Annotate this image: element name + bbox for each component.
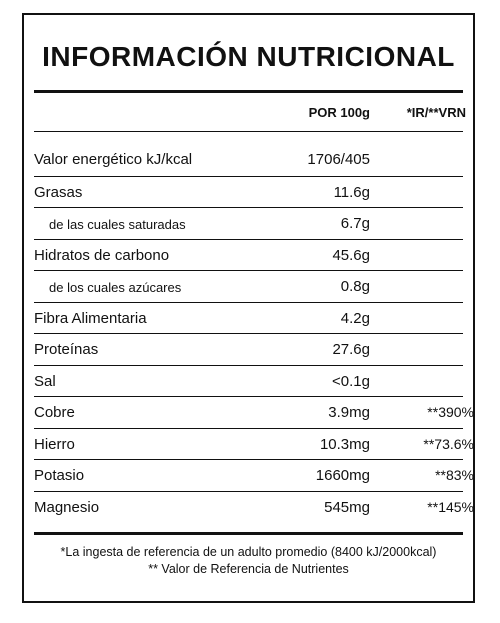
nutrient-row-saturated-fat <box>34 207 463 239</box>
nutrient-label: de las cuales saturadas <box>49 217 186 232</box>
reference-intake-header: *IR/**VRN <box>406 105 466 120</box>
nutrient-label: Fibra Alimentaria <box>34 309 147 327</box>
nutrient-value: <0.1g <box>332 372 370 390</box>
nutrient-label: Potasio <box>34 467 85 484</box>
nutrient-row-energy <box>34 144 463 176</box>
nutrient-value: 4.2g <box>340 309 370 327</box>
header-divider <box>34 131 463 132</box>
nutrient-value: 0.8g <box>340 278 370 295</box>
nutrient-row-magnesium <box>34 491 474 523</box>
nutrient-percent: **390% <box>427 404 474 420</box>
nutrient-row-salt <box>34 365 463 397</box>
nutrient-row-carbohydrates <box>34 239 463 271</box>
nutrient-value: 545mg <box>324 498 370 516</box>
nutrient-value: 10.3mg <box>319 435 370 453</box>
nutrient-value: 11.6g <box>333 183 370 201</box>
nutrient-value: 27.6g <box>332 341 370 358</box>
nutrient-percent: **83% <box>435 467 474 483</box>
nutrient-label: Cobre <box>34 404 75 421</box>
nutrient-value: 45.6g <box>332 246 370 264</box>
nutrient-row-copper <box>34 396 474 428</box>
per-100g-header: POR 100g <box>308 105 370 120</box>
nutrient-percent: **145% <box>427 498 474 515</box>
nutrient-value: 1706/405 <box>307 151 370 168</box>
nutrient-row-iron <box>34 428 474 460</box>
footnote-reference-intake: *La ingesta de referencia de un adulto promedio (8400 kJ/2000kcal) <box>60 545 437 559</box>
nutrient-value: 3.9mg <box>328 404 370 421</box>
nutrient-value: 1660mg <box>315 467 370 484</box>
nutrient-label: Proteínas <box>34 341 99 358</box>
nutrient-percent: **73.6% <box>423 435 474 452</box>
nutrient-row-fat <box>34 176 463 208</box>
nutrient-value: 6.7g <box>340 215 370 232</box>
nutrient-label: Valor energético kJ/kcal <box>34 151 193 168</box>
footnotes <box>24 544 473 578</box>
label-title: INFORMACIÓN NUTRICIONAL <box>42 41 455 72</box>
nutrient-table <box>34 144 474 522</box>
nutrient-label: Grasas <box>34 183 83 201</box>
nutrient-label: Sal <box>34 372 56 390</box>
nutrient-label: de los cuales azúcares <box>49 280 182 295</box>
nutrient-label: Hidratos de carbono <box>34 246 170 264</box>
nutrient-row-potassium <box>34 459 474 491</box>
nutrient-label: Hierro <box>34 435 75 453</box>
nutrient-row-protein <box>34 333 463 365</box>
footnote-nrv: ** Valor de Referencia de Nutrientes <box>148 562 349 576</box>
nutrient-label: Magnesio <box>34 498 100 516</box>
nutrition-label <box>22 13 475 603</box>
top-divider <box>34 90 463 93</box>
nutrient-row-fiber <box>34 302 463 334</box>
nutrient-row-sugars <box>34 270 463 302</box>
bottom-divider <box>34 532 463 535</box>
